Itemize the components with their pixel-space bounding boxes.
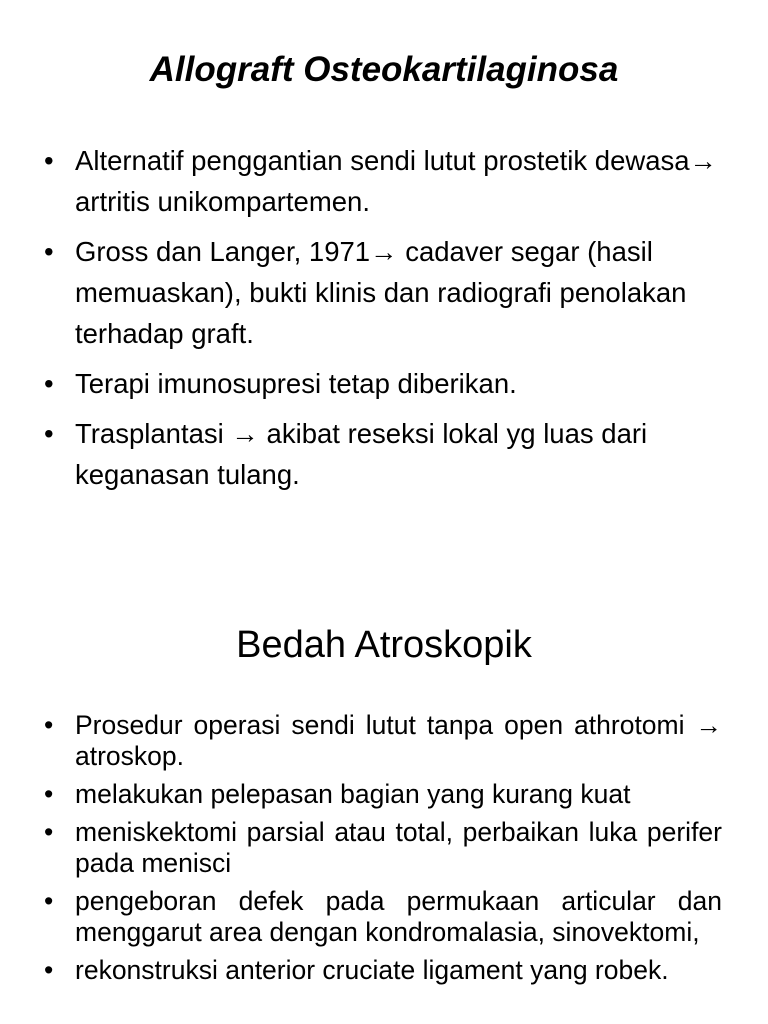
bullet-text: Trasplantasi → akibat reseksi lokal yg luas dari keganasan tulang.	[75, 418, 648, 490]
bullet-icon: •	[44, 955, 54, 985]
bullet-text: Gross dan Langer, 1971→ cadaver segar (hasil memuaskan), bukti klinis dan radiografi penolakan terhadap graft.	[75, 236, 687, 349]
bullet-text: meniskektomi parsial atau total, perbaikan luka perifer pada menisci	[75, 817, 722, 878]
bullet-icon: •	[44, 710, 54, 740]
bullet-text: melakukan pelepasan bagian yang kurang kuat	[75, 779, 631, 809]
slide-bedah-atroskopik	[0, 600, 768, 1024]
list-item	[44, 886, 722, 948]
list-item	[44, 817, 722, 879]
bullet-icon: •	[44, 779, 54, 809]
bullet-text: Terapi imunosupresi tetap diberikan.	[75, 368, 517, 399]
bullet-icon: •	[44, 368, 54, 399]
list-item	[44, 955, 722, 986]
list-item	[44, 710, 722, 772]
bullet-text: Alternatif penggantian sendi lutut prostetik dewasa→ artritis unikompartemen.	[75, 145, 718, 217]
list-item	[44, 140, 722, 222]
bullet-list	[44, 710, 722, 993]
list-item	[44, 413, 722, 495]
list-item	[44, 363, 722, 404]
bullet-text: rekonstruksi anterior cruciate ligament yang robek.	[75, 955, 669, 985]
bullet-icon: •	[44, 418, 54, 449]
slide-title: Allograft Osteokartilaginosa	[149, 50, 619, 89]
bullet-text: pengeboran defek pada permukaan articular dan menggarut area dengan kondromalasia, sinovektomi,	[75, 886, 722, 947]
list-item	[44, 231, 722, 354]
bullet-icon: •	[44, 236, 54, 267]
bullet-list	[44, 140, 722, 504]
slide-title: Bedah Atroskopik	[236, 624, 532, 666]
list-item	[44, 779, 722, 810]
bullet-text: Prosedur operasi sendi lutut tanpa open athrotomi → atroskop.	[75, 710, 722, 771]
bullet-icon: •	[44, 817, 54, 847]
bullet-icon: •	[44, 145, 54, 176]
bullet-icon: •	[44, 886, 54, 916]
